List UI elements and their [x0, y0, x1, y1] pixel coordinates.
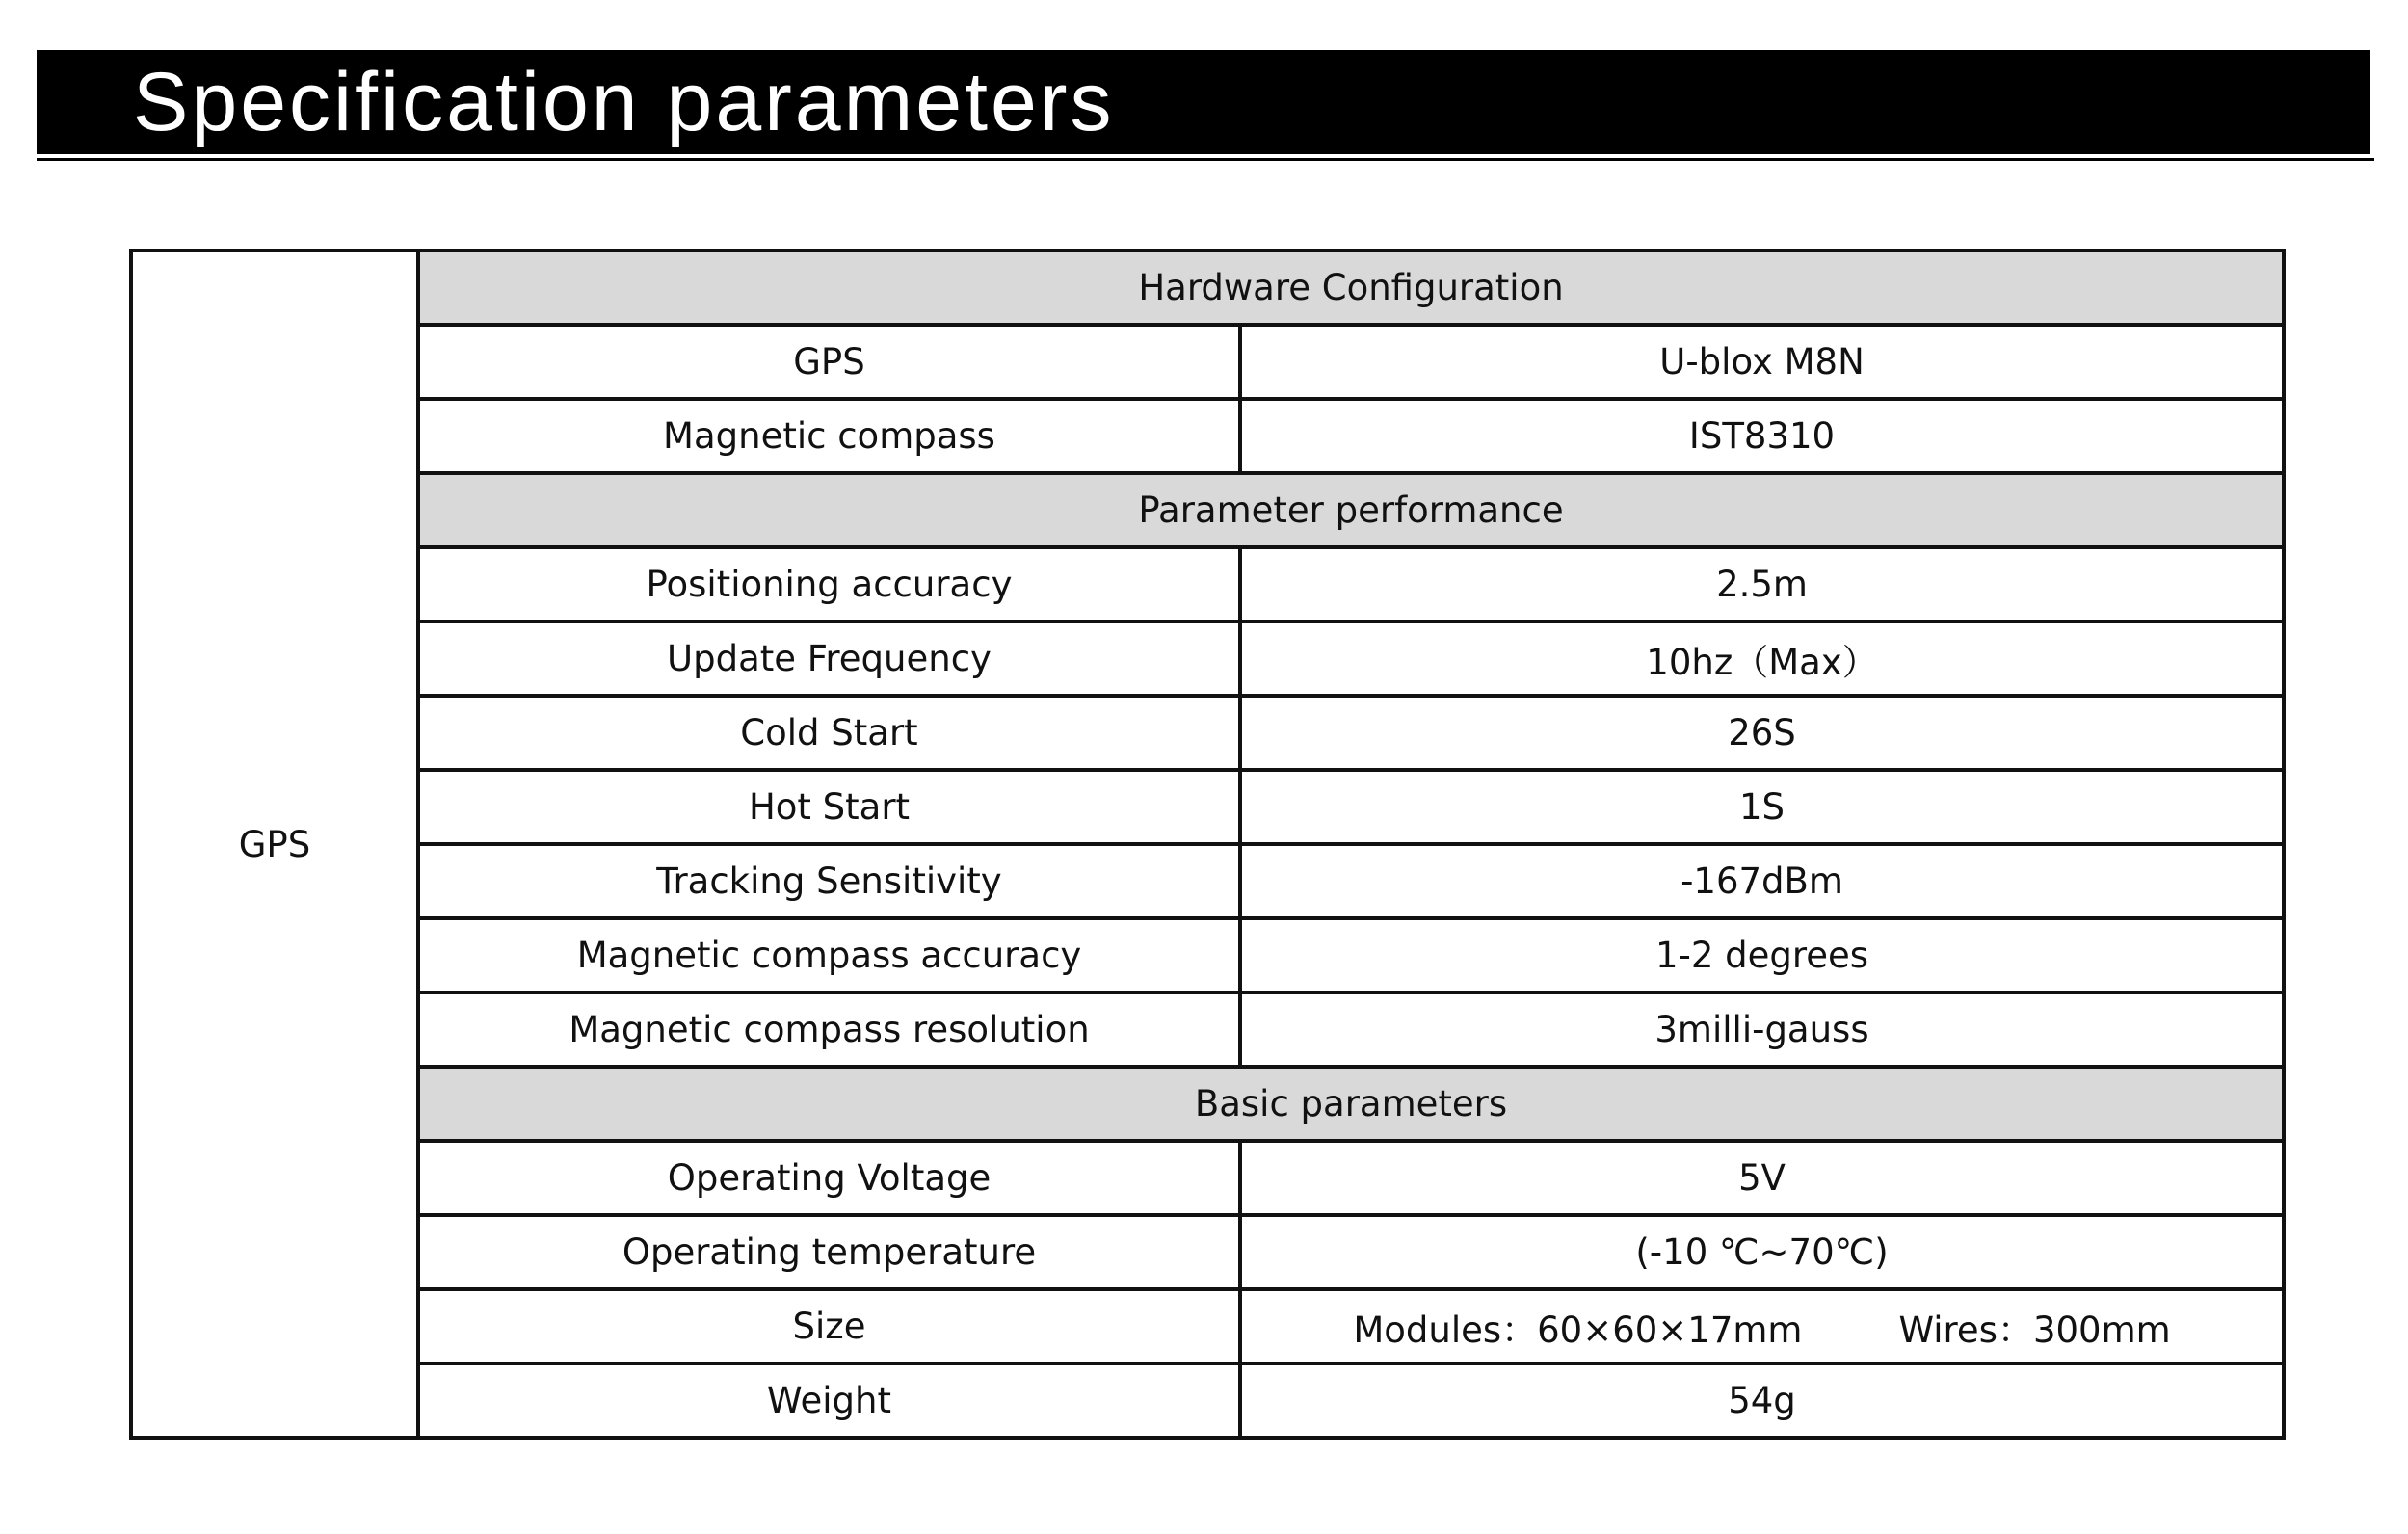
table-row	[131, 992, 2284, 1067]
table-row	[131, 325, 2284, 399]
section-title: Basic parameters	[418, 1067, 2284, 1141]
table-row	[131, 770, 2284, 844]
row-label: Cold Start	[418, 696, 1240, 770]
row-label: Weight	[418, 1363, 1240, 1438]
section-header-row	[131, 251, 2284, 325]
row-label: Hot Start	[418, 770, 1240, 844]
row-value: IST8310	[1240, 399, 2284, 473]
row-value: (-10 ℃~70℃)	[1240, 1215, 2284, 1289]
table-row	[131, 1141, 2284, 1215]
page-title: Specification parameters	[133, 56, 1115, 148]
row-value: 3milli-gauss	[1240, 992, 2284, 1067]
row-value: 1S	[1240, 770, 2284, 844]
title-underline	[37, 158, 2374, 161]
row-label: Update Frequency	[418, 622, 1240, 696]
row-value: 54g	[1240, 1363, 2284, 1438]
section-title: Hardware Configuration	[418, 251, 2284, 325]
row-value: 1-2 degrees	[1240, 918, 2284, 992]
row-label: GPS	[418, 325, 1240, 399]
row-value: 10hz（Max）	[1240, 622, 2284, 696]
row-value: 2.5m	[1240, 547, 2284, 622]
title-banner	[37, 50, 2370, 154]
table-row	[131, 399, 2284, 473]
section-header-row	[131, 1067, 2284, 1141]
table-row	[131, 622, 2284, 696]
row-value: 26S	[1240, 696, 2284, 770]
row-label: Operating temperature	[418, 1215, 1240, 1289]
row-value: U-blox M8N	[1240, 325, 2284, 399]
size-wires-value: Wires：300mm	[1898, 1309, 2171, 1351]
row-value	[1240, 1289, 2284, 1363]
table-row	[131, 1363, 2284, 1438]
table-row	[131, 1289, 2284, 1363]
section-title: Parameter performance	[418, 473, 2284, 547]
spec-table	[129, 249, 2286, 1440]
table-row	[131, 918, 2284, 992]
category-cell: GPS	[131, 251, 418, 1438]
section-header-row	[131, 473, 2284, 547]
row-label: Magnetic compass resolution	[418, 992, 1240, 1067]
size-modules-value: Modules：60×60×17mm	[1353, 1309, 1803, 1351]
row-label: Size	[418, 1289, 1240, 1363]
table-row	[131, 844, 2284, 918]
row-label: Operating Voltage	[418, 1141, 1240, 1215]
row-label: Magnetic compass	[418, 399, 1240, 473]
row-value: -167dBm	[1240, 844, 2284, 918]
row-label: Positioning accuracy	[418, 547, 1240, 622]
table-row	[131, 547, 2284, 622]
table-row	[131, 1215, 2284, 1289]
row-label: Magnetic compass accuracy	[418, 918, 1240, 992]
row-label: Tracking Sensitivity	[418, 844, 1240, 918]
row-value: 5V	[1240, 1141, 2284, 1215]
table-row	[131, 696, 2284, 770]
